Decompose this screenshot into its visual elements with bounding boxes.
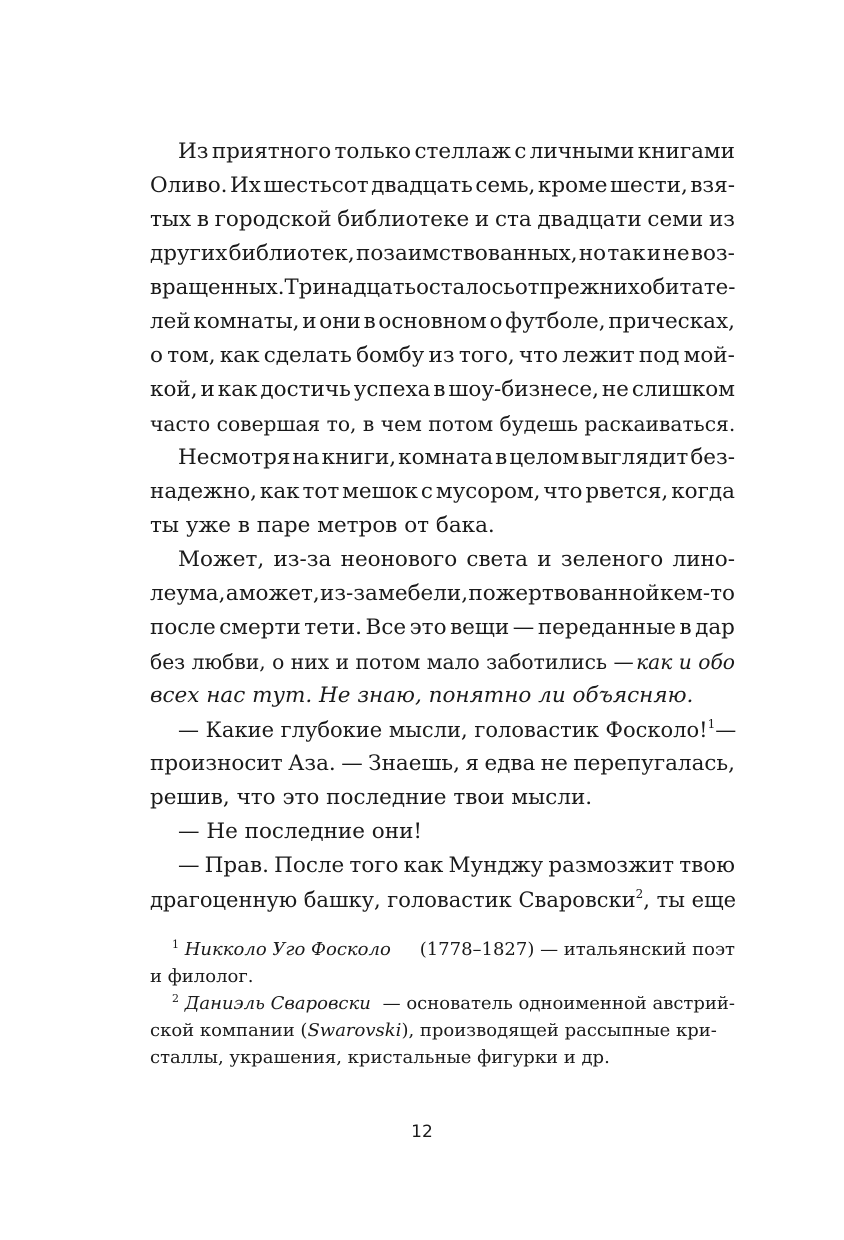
text-line: о том, как сделать бомбу из того, что лежит под мой- (150, 343, 735, 368)
italic-phrase: всех нас тут. Не знаю, понятно ли объясняю. (150, 683, 694, 708)
text-line: других библиотек, позаимствованных, но так и не воз- (150, 241, 735, 266)
footnote-1-cont: и филолог. (150, 966, 254, 987)
text-line: лей комнаты, и они в основном о футболе, прическах, (150, 309, 735, 334)
text-line: Несмотря на книги, комната в целом выглядит без- (178, 445, 735, 470)
text-line: кой, и как достичь успеха в шоу-бизнесе, не слишком (150, 377, 735, 402)
text-line: леума, а может, из-за мебели, пожертвованной кем-то (150, 581, 735, 606)
text-line: часто совершая то, в чем потом будешь раскаиваться. (150, 412, 736, 436)
text-line: ты уже в паре метров от бака. (150, 513, 495, 538)
footnote-ref-1: 1 (707, 717, 716, 731)
page-number: 12 (411, 1122, 433, 1142)
text-line: решив, что это последние твои мысли. (150, 785, 593, 810)
text-line: после смерти тети. Все это вещи — переданные в дар (150, 615, 735, 640)
text-line: тых в городской библиотеке и ста двадцати семи из (150, 207, 735, 232)
dialogue-line: — Не последние они! (178, 819, 423, 844)
text-line (150, 679, 735, 713)
footnote-1: $^1$ Никколо Уго Фосколо (1778–1827) — итальянский поэт (172, 938, 735, 960)
footnote-2-cont: сталлы, украшения, кристальные фигурки и др. (150, 1047, 610, 1068)
brand-name: Swarovski (307, 1020, 402, 1041)
text-line: драгоценную башку, головастик Сваровски$^2$, ты еще (150, 887, 737, 912)
text-line: вращенных. Тринадцать осталось от прежних обитате- (150, 275, 736, 300)
text-line: Оливо. Их шестьсот двадцать семь, кроме шести, взя- (150, 173, 735, 198)
footnote-ref-2: 2 (635, 887, 644, 901)
text-line: произносит Аза. — Знаешь, я едва не перепугалась, (150, 751, 735, 776)
text-line: Может, из-за неонового света и зеленого лино- (178, 547, 735, 572)
text-line: Из приятного только стеллаж с личными книгами (178, 139, 735, 164)
footnote-2-cont: ской компании (Swarovski), производящей рассыпные кри- (150, 1020, 717, 1041)
text-line: без любви, о них и потом мало заботились — как и обо (150, 645, 735, 679)
text-line: надежно, как тот мешок с мусором, что рвется, когда (150, 479, 735, 504)
dialogue-line: — Какие глубокие мысли, головастик Фосколо!$^1$ — (178, 717, 737, 742)
italic-phrase: как и обо (636, 650, 735, 674)
footnote-2: $^2$ Даниэль Сваровски — основатель одноименной австрий- (172, 992, 735, 1014)
dialogue-line: — Прав. После того как Мунджу размозжит твою (178, 853, 735, 878)
